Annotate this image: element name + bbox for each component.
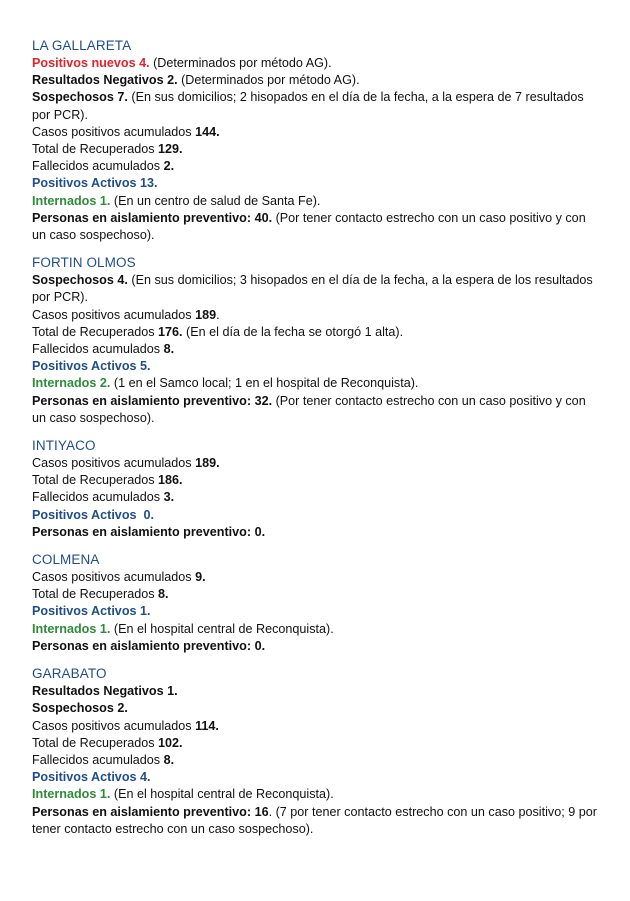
- line-recuperados: [32, 324, 602, 341]
- line-pre: Fallecidos acumulados: [32, 342, 164, 357]
- line-pre: Casos positivos acumulados: [32, 570, 196, 585]
- line-label: Personas en aislamiento preventivo: 32.: [32, 393, 273, 408]
- line-internados: [32, 193, 602, 210]
- line-casos-acumulados: [32, 718, 602, 735]
- line-fallecidos: [32, 341, 602, 358]
- line-rest: (En sus domicilios; 3 hisopados en el día de la fecha, a la espera de los resultados por PCR).: [32, 273, 593, 305]
- line-label: Internados 1.: [32, 193, 111, 208]
- line-label: Positivos Activos 5.: [32, 359, 151, 374]
- section-la-gallareta: [32, 37, 602, 244]
- line-pre: Total de Recuperados: [32, 324, 159, 339]
- section-colmena: [32, 551, 602, 655]
- line-resultados-negativos: [32, 683, 602, 700]
- line-pre: Total de Recuperados: [32, 735, 159, 750]
- line-label: Internados 2.: [32, 376, 111, 391]
- line-recuperados: [32, 472, 602, 489]
- section-title: FORTIN OLMOS: [32, 255, 136, 271]
- line-label: Sospechosos 2.: [32, 701, 128, 716]
- line-label: Positivos Activos 1.: [32, 604, 151, 619]
- line-label: Sospechosos 4.: [32, 273, 128, 288]
- line-label: Sospechosos 7.: [32, 90, 128, 105]
- line-fallecidos: [32, 489, 602, 506]
- line-sospechosos: [32, 89, 602, 123]
- line-sospechosos: [32, 700, 602, 717]
- line-pre: Fallecidos acumulados: [32, 490, 164, 505]
- line-sospechosos: [32, 272, 602, 306]
- line-value: 186.: [158, 473, 183, 488]
- line-value: 8.: [163, 752, 175, 767]
- line-value: 9.: [195, 570, 206, 585]
- line-fallecidos: [32, 752, 602, 769]
- line-pre: Casos positivos acumulados: [32, 718, 196, 733]
- line-recuperados: [32, 735, 602, 752]
- line-rest: (Por tener contacto estrecho con un caso positivo y con un caso sospechoso).: [32, 210, 586, 243]
- line-rest: (Determinados por método AG).: [177, 73, 360, 88]
- line-value: 144.: [195, 124, 220, 139]
- line-positivos-activos: [32, 603, 602, 620]
- line-value: 8.: [158, 587, 169, 602]
- line-positivos-nuevos: [32, 55, 602, 72]
- section-title: GARABATO: [32, 666, 107, 682]
- line-positivos-activos: [32, 507, 602, 524]
- line-value: 189: [195, 307, 217, 322]
- line-pre: Total de Recuperados: [32, 142, 159, 157]
- line-rest: . (7 por tener contacto estrecho con un caso positivo; 9 por tener contacto estrecho con un caso sospechoso).: [32, 804, 597, 836]
- line-value: 102.: [158, 735, 183, 750]
- line-label: Personas en aislamiento preventivo: 0.: [32, 524, 266, 539]
- line-aislamiento: [32, 638, 602, 655]
- line-post: (En el día de la fecha se otorgó 1 alta).: [182, 324, 404, 339]
- line-label: Resultados Negativos 1.: [32, 684, 178, 699]
- line-value: 2.: [163, 159, 175, 174]
- line-casos-acumulados: [32, 569, 602, 586]
- line-recuperados: [32, 586, 602, 603]
- line-value: 129.: [158, 142, 183, 157]
- line-post: .: [216, 307, 220, 322]
- section-garabato: [32, 665, 602, 838]
- line-label: Personas en aislamiento preventivo: 16: [32, 804, 269, 819]
- line-casos-acumulados: [32, 307, 602, 324]
- line-fallecidos: [32, 158, 602, 175]
- line-aislamiento: [32, 210, 602, 244]
- line-positivos-activos: [32, 769, 602, 786]
- line-casos-acumulados: [32, 124, 602, 141]
- line-positivos-activos: [32, 175, 602, 192]
- line-rest: (En el hospital central de Reconquista).: [110, 787, 334, 802]
- line-label: Positivos Activos 0.: [32, 507, 155, 522]
- line-rest: (En sus domicilios; 2 hisopados en el día de la fecha, a la espera de 7 resultados por PCR).: [32, 90, 584, 122]
- section-title: LA GALLARETA: [32, 38, 132, 53]
- line-label: Personas en aislamiento preventivo: 0.: [32, 638, 266, 653]
- line-casos-acumulados: [32, 455, 602, 472]
- line-rest: (En un centro de salud de Santa Fe).: [110, 193, 321, 208]
- line-value: 176.: [158, 324, 183, 339]
- line-rest: (Por tener contacto estrecho con un caso positivo y con un caso sospechoso).: [32, 393, 586, 425]
- section-title: COLMENA: [32, 552, 100, 568]
- line-rest: (1 en el Samco local; 1 en el hospital de Reconquista).: [110, 376, 419, 391]
- line-label: Internados 1.: [32, 621, 111, 636]
- line-pre: Casos positivos acumulados: [32, 456, 196, 471]
- line-pre: Casos positivos acumulados: [32, 307, 196, 322]
- line-pre: Fallecidos acumulados: [32, 752, 164, 767]
- line-pre: Total de Recuperados: [32, 587, 159, 602]
- line-value: 3.: [163, 490, 175, 505]
- line-label: Personas en aislamiento preventivo: 40.: [32, 210, 273, 225]
- line-value: 189.: [195, 456, 220, 471]
- line-label: Positivos Activos 13.: [32, 176, 158, 191]
- line-value: 114.: [195, 718, 219, 733]
- line-recuperados: [32, 141, 602, 158]
- line-label: Resultados Negativos 2.: [32, 73, 178, 88]
- line-aislamiento: [32, 804, 602, 838]
- line-resultados-negativos: [32, 72, 602, 89]
- line-rest: (Determinados por método AG).: [149, 56, 332, 70]
- line-pre: Fallecidos acumulados: [32, 159, 164, 174]
- line-aislamiento: [32, 393, 602, 427]
- line-positivos-activos: [32, 358, 602, 375]
- line-internados: [32, 375, 602, 392]
- line-aislamiento: [32, 524, 602, 541]
- line-label: Internados 1.: [32, 787, 111, 802]
- section-fortin-olmos: [32, 254, 602, 427]
- line-label: Positivos Activos 4.: [32, 770, 151, 785]
- section-intiyaco: [32, 437, 602, 541]
- line-internados: [32, 786, 602, 803]
- section-title: INTIYACO: [32, 438, 96, 454]
- line-rest: (En el hospital central de Reconquista).: [110, 621, 334, 636]
- line-label: Positivos nuevos 4.: [32, 56, 150, 70]
- line-pre: Casos positivos acumulados: [32, 124, 196, 139]
- line-internados: [32, 621, 602, 638]
- line-value: 8.: [163, 342, 175, 357]
- line-pre: Total de Recuperados: [32, 473, 159, 488]
